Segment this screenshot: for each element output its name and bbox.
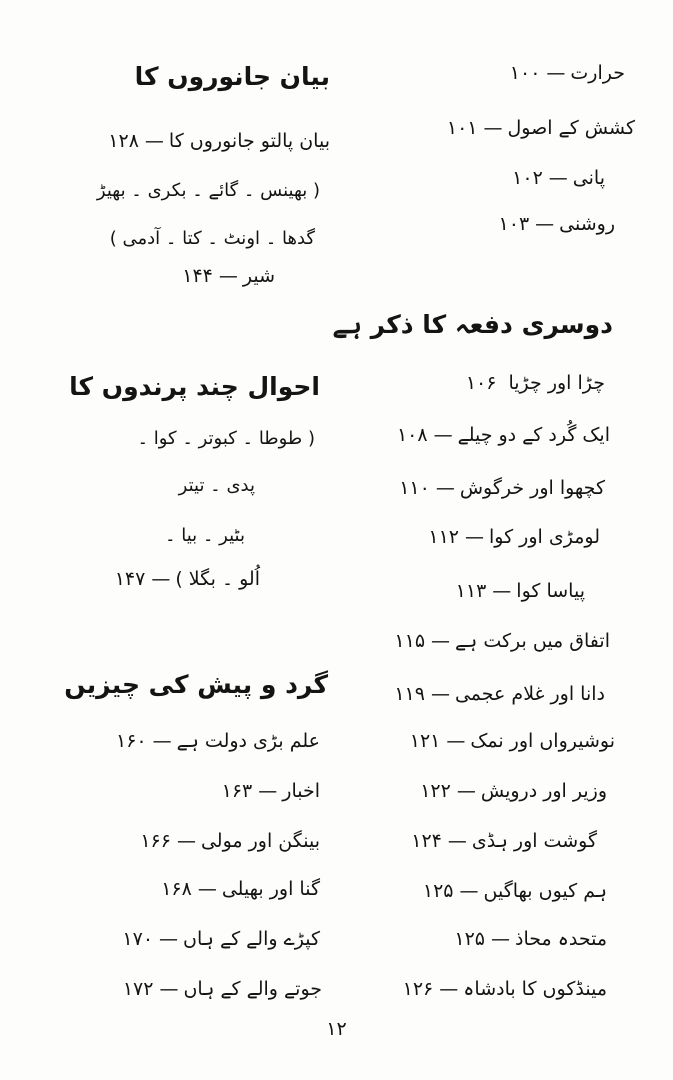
- animal-list-line: ( بھینس ۔ گائے ۔ بکری ۔ بھیڑ: [96, 180, 320, 201]
- toc-entry: شیر—۱۴۴: [182, 265, 275, 287]
- toc-entry: گوشت اور ہڈی—۱۲۴: [411, 830, 597, 852]
- toc-entry: جوتے والے کے ہاں—۱۷۲: [122, 978, 322, 1000]
- bird-list-line: پدی ۔ تیتر: [178, 475, 255, 496]
- bird-list-line: ( طوطا ۔ کبوتر ۔ کوا ۔: [137, 428, 315, 449]
- animal-list-line: گدھا ۔ اونٹ ۔ کتا ۔ آدمی ): [109, 228, 315, 249]
- toc-entry: گنا اور بھیلی—۱۶۸: [161, 878, 320, 900]
- toc-entry: مینڈکوں کا بادشاہ—۱۲۶: [402, 978, 607, 1000]
- section-heading: گرد و پیش کی چیزیں: [64, 670, 328, 699]
- left-column: [20, 0, 340, 1080]
- bird-list-line: بٹیر ۔ بیا ۔: [165, 525, 245, 546]
- toc-entry: بیان پالتو جانوروں کا—۱۲۸: [108, 130, 330, 152]
- toc-entry: ایک گُرد کے دو چیلے—۱۰۸: [396, 424, 610, 446]
- toc-entry: کچھوا اور خرگوش—۱۱۰: [399, 477, 605, 499]
- toc-entry: اخبار—۱۶۳: [221, 780, 320, 802]
- section-heading: احوال چند پرندوں کا: [69, 372, 320, 401]
- page-number: ۱۲: [326, 1018, 347, 1040]
- toc-entry: کپڑے والے کے ہاں—۱۷۰: [122, 928, 320, 950]
- section-heading: دوسری دفعہ کا ذکر ہے: [332, 310, 613, 339]
- toc-entry: حرارت—۱۰۰: [509, 62, 625, 84]
- toc-entry: ہم کیوں بھاگیں—۱۲۵: [422, 880, 607, 902]
- toc-entry: علم بڑی دولت ہے—۱۶۰: [115, 730, 320, 752]
- toc-entry: نوشیرواں اور نمک—۱۲۱: [409, 730, 615, 752]
- toc-entry: پانی—۱۰۲: [512, 167, 605, 189]
- section-heading: بیان جانوروں کا: [134, 62, 330, 91]
- toc-entry: اُلو ۔ بگلا )—۱۴۷: [114, 568, 260, 590]
- toc-entry: متحدہ محاذ—۱۲۵: [454, 928, 607, 950]
- right-column: [332, 0, 665, 1080]
- toc-entry: کشش کے اصول—۱۰۱: [446, 117, 635, 139]
- toc-entry: چڑا اور چڑیا۱۰۶: [465, 372, 605, 394]
- toc-entry: وزیر اور درویش—۱۲۲: [420, 780, 607, 802]
- toc-entry: دانا اور غلام عجمی—۱۱۹: [394, 683, 605, 705]
- toc-entry: لومڑی اور کوا—۱۱۲: [428, 526, 600, 548]
- toc-entry: بینگن اور مولی—۱۶۶: [140, 830, 320, 852]
- toc-entry: اتفاق میں برکت ہے—۱۱۵: [394, 630, 610, 652]
- toc-entry: پیاسا کوا—۱۱۳: [455, 580, 585, 602]
- toc-entry: روشنی—۱۰۳: [498, 213, 615, 235]
